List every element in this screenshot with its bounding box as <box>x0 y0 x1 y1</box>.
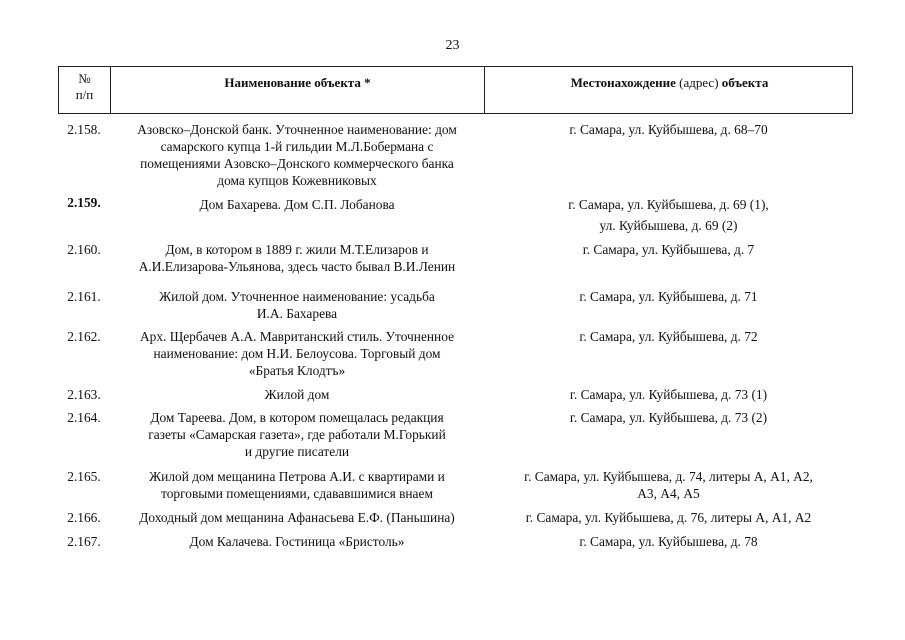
header-address-part2: (адрес) <box>675 75 722 90</box>
object-name-line: Арх. Щербачев А.А. Мавританский стиль. Уточненное <box>139 329 455 344</box>
object-address-line: г. Самара, ул. Куйбышева, д. 71 <box>579 289 758 304</box>
object-address <box>484 241 853 258</box>
object-name <box>110 194 484 215</box>
object-name-line: Азовско–Донской банк. Уточненное наименование: дом <box>137 122 457 137</box>
object-name-line: торговыми помещениями, сдававшимися внаем <box>161 486 433 501</box>
object-name <box>110 386 484 403</box>
object-address-line: г. Самара, ул. Куйбышева, д. 73 (1) <box>569 387 768 402</box>
object-address <box>484 468 853 502</box>
object-address-line: г. Самара, ул. Куйбышева, д. 69 (1), <box>568 197 769 212</box>
object-address-line: г. Самара, ул. Куйбышева, д. 68–70 <box>569 122 768 137</box>
object-name <box>110 241 484 275</box>
object-name-line: Жилой дом <box>264 387 330 402</box>
object-name-line: самарского купца 1-й гильдии М.Л.Бобермана с <box>160 139 434 154</box>
header-number-abbrev: п/п <box>75 87 94 102</box>
object-address-line: г. Самара, ул. Куйбышева, д. 78 <box>579 534 758 549</box>
object-name-line: Доходный дом мещанина Афанасьева Е.Ф. (Паньшина) <box>139 510 455 525</box>
object-name <box>110 468 484 502</box>
object-name <box>110 121 484 189</box>
header-name-column: Наименование объекта * <box>111 67 485 113</box>
row-number: 2.162. <box>67 329 101 344</box>
object-address-line: г. Самара, ул. Куйбышева, д. 74, литеры А, А1, А2, <box>524 469 813 484</box>
row-number: 2.161. <box>67 289 101 304</box>
object-address <box>484 121 853 138</box>
header-address-column <box>485 67 854 113</box>
object-name <box>110 409 484 460</box>
table-header <box>58 66 853 114</box>
object-name-line: наименование: дом Н.И. Белоусова. Торговый дом <box>153 346 441 361</box>
object-address <box>484 328 853 345</box>
object-address-line: ул. Куйбышева, д. 69 (2) <box>599 218 738 233</box>
object-address <box>484 288 853 305</box>
row-number: 2.159. <box>67 195 101 210</box>
object-address-line: А3, А4, А5 <box>637 486 700 501</box>
object-name-line: А.И.Елизарова-Ульянова, здесь часто бывал В.И.Ленин <box>138 259 456 274</box>
header-address-part1: Местонахождение <box>570 75 676 90</box>
object-address <box>484 533 853 550</box>
object-name-line: Дом Бахарева. Дом С.П. Лобанова <box>199 197 395 212</box>
object-address <box>484 194 853 236</box>
object-address-line: г. Самара, ул. Куйбышева, д. 73 (2) <box>569 410 768 425</box>
row-number: 2.165. <box>67 469 101 484</box>
row-number: 2.164. <box>67 410 101 425</box>
object-name-line: Дом Тареева. Дом, в котором помещалась редакция <box>150 410 444 425</box>
object-name <box>110 533 484 550</box>
object-address <box>484 386 853 403</box>
header-number-symbol: № <box>78 71 91 86</box>
object-name-line: «Братья Клодтъ» <box>248 363 346 378</box>
object-address-line: г. Самара, ул. Куйбышева, д. 72 <box>579 329 758 344</box>
object-name-line: Жилой дом мещанина Петрова А.И. с квартирами и <box>149 469 445 484</box>
object-name-line: И.А. Бахарева <box>256 306 338 321</box>
object-name-line: помещениями Азовско–Донского коммерческого банка <box>140 156 454 171</box>
row-number: 2.160. <box>67 242 101 257</box>
object-name <box>110 288 484 322</box>
object-address-line: г. Самара, ул. Куйбышева, д. 76, литеры А, А1, А2 <box>525 510 812 525</box>
object-name-line: и другие писатели <box>244 444 350 459</box>
object-name-line: Дом, в котором в 1889 г. жили М.Т.Елизаров и <box>165 242 429 257</box>
row-number: 2.166. <box>67 510 101 525</box>
object-name-line: Жилой дом. Уточненное наименование: усадьба <box>159 289 435 304</box>
object-address <box>484 509 853 526</box>
header-address-part3: объекта <box>721 75 769 90</box>
object-name-line: газеты «Самарская газета», где работали М.Горький <box>148 427 446 442</box>
header-number-column <box>59 67 111 113</box>
object-name <box>110 328 484 379</box>
object-address-line: г. Самара, ул. Куйбышева, д. 7 <box>582 242 755 257</box>
row-number: 2.167. <box>67 534 101 549</box>
object-name-line: дома купцов Кожевниковых <box>217 173 377 188</box>
object-name-line: Дом Калачева. Гостиница «Бристоль» <box>189 534 405 549</box>
page-number: 23 <box>445 38 460 53</box>
row-number: 2.158. <box>67 122 101 137</box>
row-number: 2.163. <box>67 387 101 402</box>
object-address <box>484 409 853 426</box>
object-name <box>110 509 484 526</box>
